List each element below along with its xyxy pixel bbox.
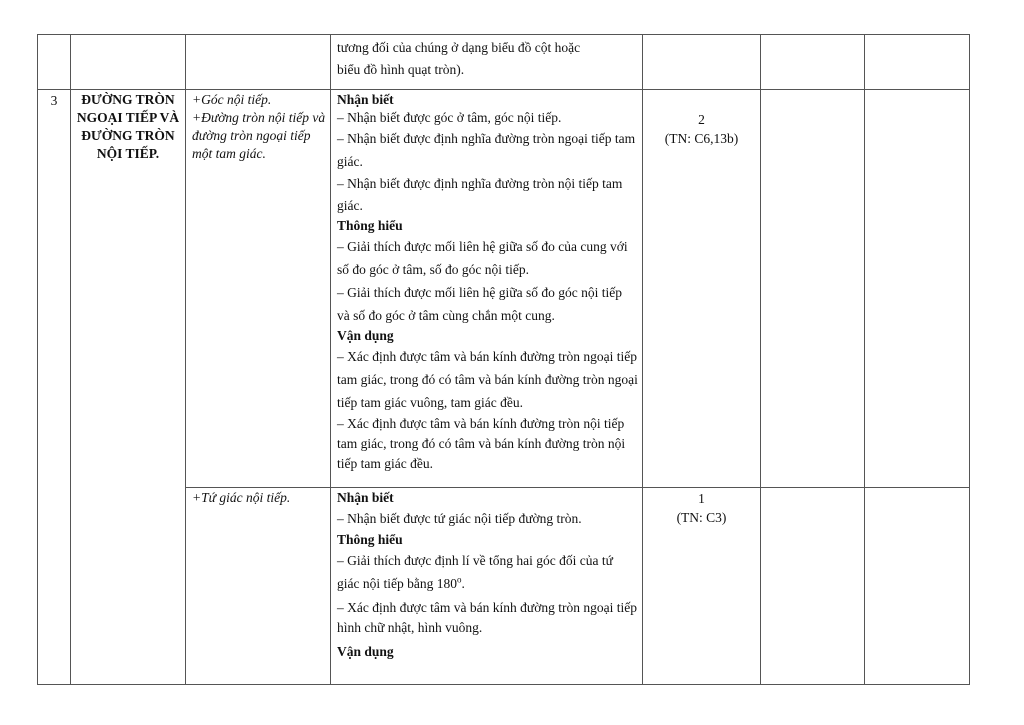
cell-content	[331, 35, 643, 90]
cell-extra-2	[865, 488, 970, 685]
cell-number	[38, 35, 71, 90]
level-heading: Thông hiểu	[337, 218, 403, 233]
degree-sup: o	[456, 574, 462, 585]
cell-questions	[643, 35, 761, 90]
cell-content	[331, 488, 643, 685]
content-item: – Nhận biết được định nghĩa đường tròn nội tiếp tam giác.	[337, 176, 623, 213]
unit-line: +Đường tròn nội tiếp và đường tròn ngoại tiếp một tam giác.	[192, 110, 326, 161]
unit-name: +Tứ giác nội tiếp.	[186, 488, 331, 685]
topic-title: ĐƯỜNG TRÒN NGOẠI TIẾP VÀ ĐƯỜNG TRÒN NỘI TIẾP.	[71, 90, 186, 685]
content-item: – Nhận biết được định nghĩa đường tròn ngoại tiếp tam giác.	[337, 131, 636, 169]
level-heading: Vận dụng	[337, 328, 394, 343]
content-item: – Xác định được tâm và bán kính đường tròn nội tiếp tam giác, trong đó có tâm và bán kính đường tròn nội tiếp tam giác đều.	[337, 416, 626, 471]
content-item: – Giải thích được mối liên hệ giữa số đo góc nội tiếp và số đo góc ở tâm cùng chắn một cung.	[337, 285, 622, 323]
content-text: – Giải thích được định lí về tổng hai góc đối của tứ giác nội tiếp bằng 180	[337, 553, 613, 591]
row-number: 3	[38, 90, 71, 685]
level-heading: Vận dụng	[337, 644, 394, 659]
matrix-table	[37, 34, 970, 685]
content-item: – Nhận biết được tứ giác nội tiếp đường tròn.	[337, 511, 582, 526]
content-item: – Xác định được tâm và bán kính đường tròn ngoại tiếp hình chữ nhật, hình vuông.	[337, 600, 637, 635]
question-ref: (TN: C3)	[676, 510, 727, 525]
content-item	[337, 549, 638, 595]
unit-name	[186, 90, 331, 488]
content-item: – Nhận biết được góc ở tâm, góc nội tiếp.	[337, 110, 562, 125]
content-item: – Giải thích được mối liên hệ giữa số đo của cung với số đo góc ở tâm, số đo góc nội tiếp.	[337, 239, 628, 277]
level-heading: Thông hiểu	[337, 532, 403, 547]
cell-extra-1	[761, 488, 865, 685]
content-line: tương đối của chúng ở dạng biểu đồ cột hoặc	[337, 40, 581, 55]
question-count: 1	[698, 491, 705, 506]
cell-extra-2	[865, 35, 970, 90]
cell-extra-1	[761, 90, 865, 488]
cell-topic	[71, 35, 186, 90]
content-text: .	[461, 576, 465, 591]
table-row-continued	[38, 35, 970, 90]
cell-extra-2	[865, 90, 970, 488]
cell-questions	[643, 90, 761, 488]
content-item: – Xác định được tâm và bán kính đường tròn ngoại tiếp tam giác, trong đó có tâm và bán kính đường tròn ngoại tiếp tam giác vuông, tam giác đều.	[337, 349, 638, 410]
table-row	[38, 90, 970, 488]
cell-questions	[643, 488, 761, 685]
question-count: 2	[698, 112, 705, 127]
content-line: biểu đồ hình quạt tròn).	[337, 62, 465, 77]
level-heading: Nhận biết	[337, 490, 394, 505]
question-ref: (TN: C6,13b)	[664, 131, 739, 146]
level-heading: Nhận biết	[337, 92, 394, 107]
cell-unit	[186, 35, 331, 90]
unit-line: +Góc nội tiếp.	[192, 92, 272, 107]
cell-extra-1	[761, 35, 865, 90]
cell-content	[331, 90, 643, 488]
